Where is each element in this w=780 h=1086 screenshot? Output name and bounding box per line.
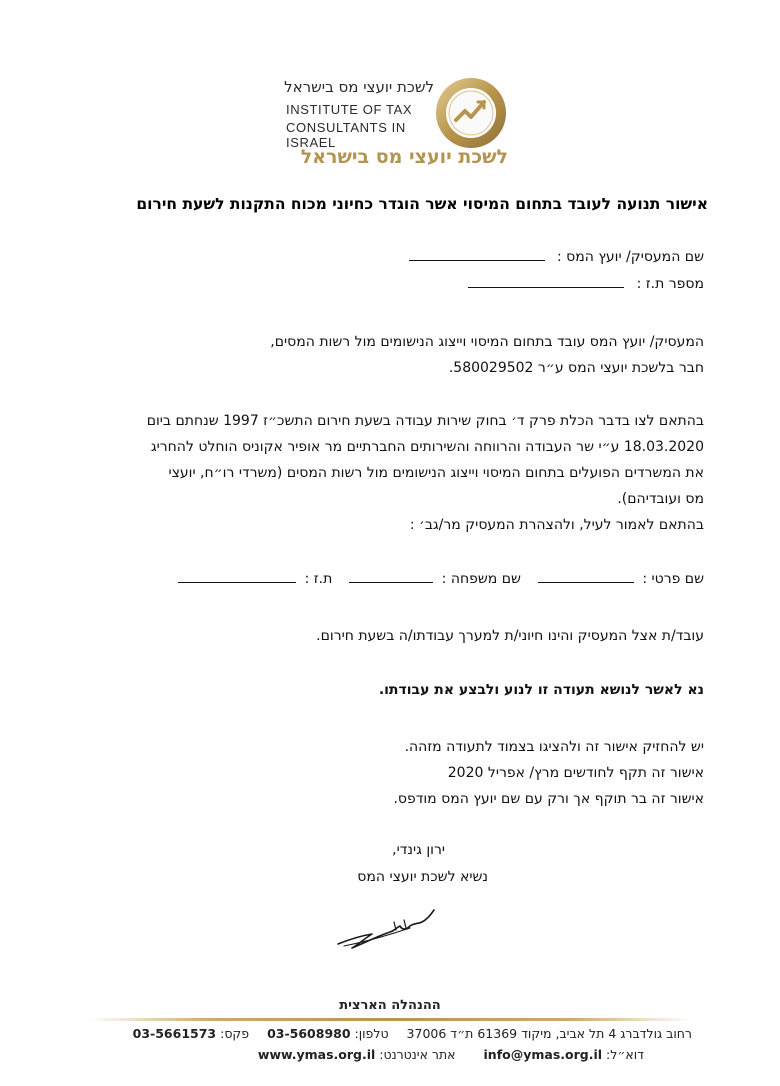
footer-phone-label: טלפון: xyxy=(354,1026,389,1041)
footer-heading: ההנהלה הארצית xyxy=(339,998,441,1013)
id-short-blank-line xyxy=(178,571,296,583)
footer-contact-line xyxy=(258,1047,644,1062)
movement-request-line: נא לאשר לנושא תעודה זו לנוע ולבצע את עבודתו. xyxy=(378,682,704,698)
logo-english-line1: INSTITUTE OF TAX xyxy=(286,102,413,117)
footer-divider xyxy=(88,1018,692,1021)
membership-paragraph xyxy=(270,329,704,381)
footer-address: רחוב גולדברג 4 תל אביב, מיקוד 61369 ת״ד 37006 xyxy=(406,1026,692,1041)
validity-notes xyxy=(393,734,704,812)
first-name-blank-line xyxy=(538,571,634,583)
paragraph-line: את המשרדים הפועלים בתחום המיסוי וייצוג הנישומים מול רשות המסים (משרדי רו״ח, יועצי xyxy=(168,465,704,481)
paragraph-line: המעסיק/ יועץ המס עובד בתחום המיסוי וייצוג הנישומים מול רשות המסים, xyxy=(270,334,704,350)
footer-phone: 03-5608980 xyxy=(267,1026,351,1041)
employer-field xyxy=(409,249,704,265)
employer-blank-line xyxy=(409,249,545,261)
last-name-blank-line xyxy=(349,571,433,583)
paragraph-line: בהתאם לצו בדבר הכלת פרק ד׳ בחוק שירות עבודה בשעת חירום התשכ״ז 1997 שנחתם ביום xyxy=(146,413,704,429)
worker-essential-line: עובד/ת אצל המעסיק והינו חיוני/ת למערך עבודתו/ה בשעת חירום. xyxy=(316,628,704,644)
footer-website[interactable]: www.ymas.org.il xyxy=(257,1047,376,1062)
footer-fax: 03-5661573 xyxy=(132,1026,217,1041)
id-number-label: מספר ת.ז : xyxy=(636,276,704,292)
note-line: יש להחזיק אישור זה ולהציגו בצמוד לתעודה מזהה. xyxy=(404,739,704,755)
paragraph-line: מס ועובדיהם). xyxy=(617,491,704,507)
footer-website-label: אתר אינטרנט: xyxy=(379,1047,456,1062)
id-number-blank-line xyxy=(468,276,624,288)
signer-name: ירון גינדי, xyxy=(392,842,445,858)
footer-email[interactable]: info@ymas.org.il xyxy=(483,1047,603,1062)
note-line: אישור זה בר תוקף אך ורק עם שם יועץ המס מודפס. xyxy=(393,791,704,807)
logo-hebrew-tagline: לשכת יועצי מס בישראל xyxy=(300,146,508,168)
institute-logo xyxy=(270,64,510,174)
footer-email-label: דוא״ל: xyxy=(606,1047,644,1062)
signer-title: נשיא לשכת יועצי המס xyxy=(357,869,488,885)
employer-label: שם המעסיק/ יועץ המס : xyxy=(556,249,704,265)
note-line: אישור זה תקף לחודשים מרץ/ אפריל 2020 xyxy=(447,765,704,781)
employee-details-line xyxy=(178,571,704,587)
footer-fax-label: פקס: xyxy=(220,1026,250,1041)
seal-icon xyxy=(434,76,508,150)
paragraph-line: חבר בלשכת יועצי המס ע״ר 580029502. xyxy=(448,360,704,376)
id-number-field xyxy=(468,276,704,292)
last-name-label: שם משפחה : xyxy=(441,571,521,587)
paragraph-line: 18.03.2020 ע״י שר העבודה והרווחה והשירותים החברתיים מר אופיר אקוניס הוחלט להחריג xyxy=(150,439,704,455)
id-short-label: ת.ז : xyxy=(304,571,333,587)
legal-basis-paragraph xyxy=(147,408,704,538)
paragraph-line: בהתאם לאמור לעיל, ולהצהרת המעסיק מר/גב׳ : xyxy=(409,517,704,533)
first-name-label: שם פרטי : xyxy=(642,571,704,587)
document-title: אישור תנועה לעובד בתחום המיסוי אשר הוגדר כחיוני מכוח התקנות לשעת חירום xyxy=(136,195,708,213)
logo-english-line2: CONSULTANTS IN ISRAEL xyxy=(286,120,406,150)
handwritten-signature xyxy=(334,906,444,954)
footer-address-line xyxy=(133,1026,692,1041)
logo-hebrew-top-text: לשכת יועצי מס בישראל xyxy=(284,78,434,96)
